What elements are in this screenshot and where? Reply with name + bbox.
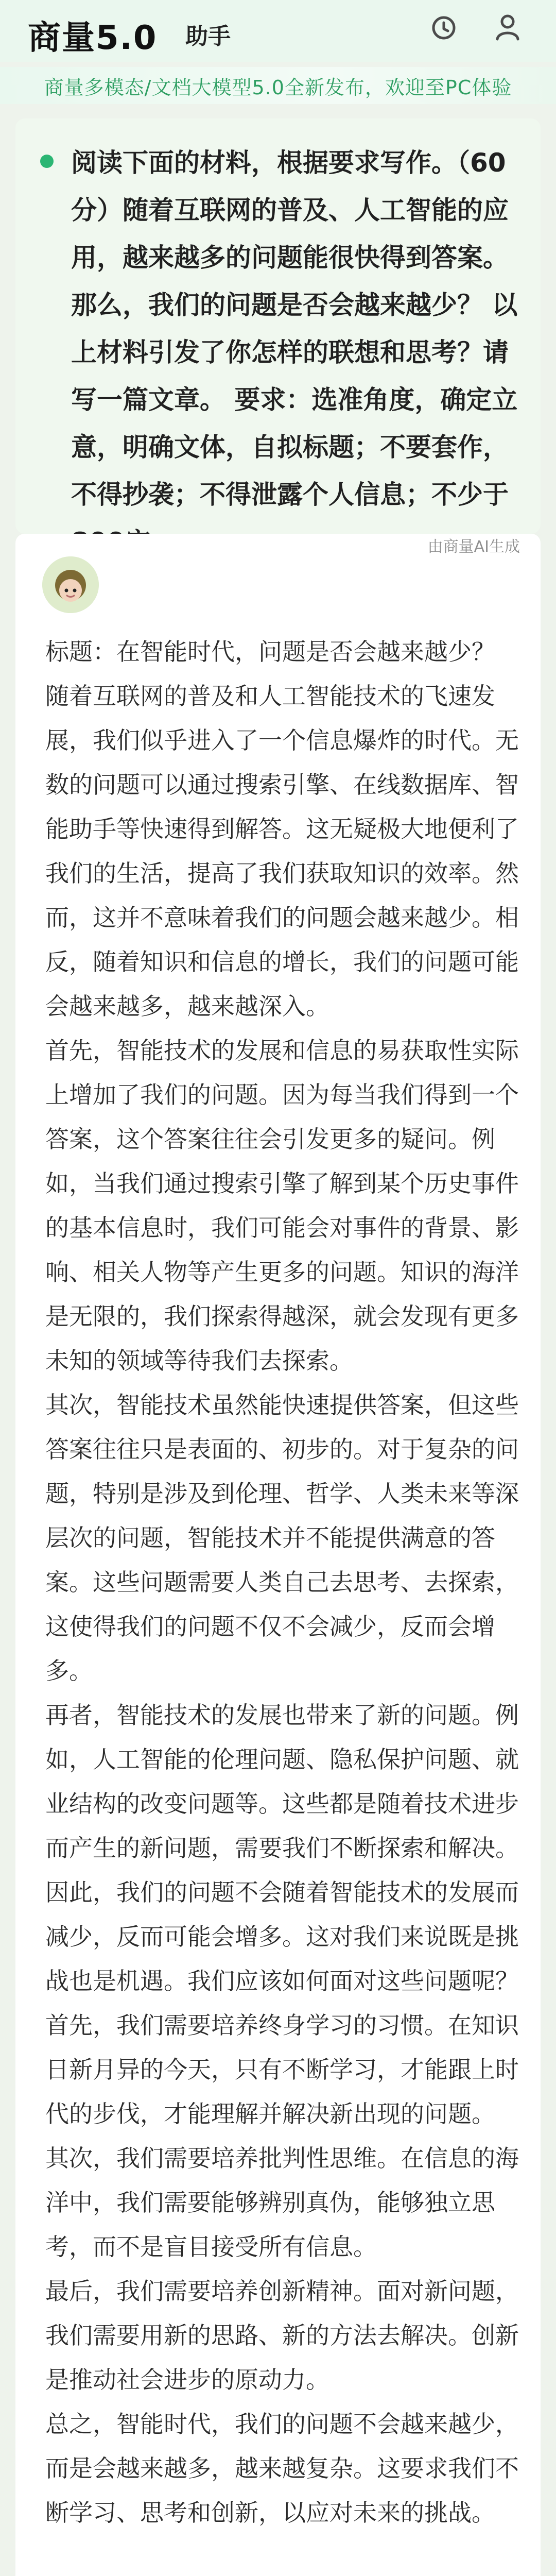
- response-paragraph: 总之，智能时代，我们的问题不会越来越少，而是会越来越多，越来越复杂。这要求我们不断学习、思考和创新，以应对未来的挑战。: [45, 2410, 519, 2527]
- history-icon[interactable]: [422, 5, 465, 48]
- response-paragraph: 首先，我们需要培养终身学习的习惯。在知识日新月异的今天，只有不断学习，才能跟上时代的步伐，才能理解并解决新出现的问题。: [45, 2011, 519, 2128]
- prompt-text: 阅读下面的材料，根据要求写作。（60分）随着互联网的普及、人工智能的应用，越来越多的问题能很快得到答案。那么，我们的问题是否会越来越少？ 以上材料引发了你怎样的联想和思考？请写一篇文章。 要求：选准角度，确定立意，明确文体，自拟标题；不要套作，不得抄袭；不得泄露个人信息；不少于: [71, 148, 518, 510]
- top-bar: [0, 0, 556, 62]
- response-paragraph: 其次，我们需要培养批判性思维。在信息的海洋中，我们需要能够辨别真伪，能够独立思考，而不是盲目接受所有信息。: [45, 2144, 519, 2261]
- response-paragraph: 其次，智能技术虽然能快速提供答案，但这些答案往往只是表面的、初步的。对于复杂的问题，特别是涉及到伦理、哲学、人类未来等深层次的问题，智能技术并不能提供满意的答案。这些问题需要人类自己去思考、去探索，这使得我们的问题不仅不会减少，反而会增多。: [45, 1391, 519, 1685]
- announcement-banner[interactable]: [0, 67, 556, 104]
- generated-by-label: 由商量AI生成: [427, 538, 520, 556]
- response-paragraph: 因此，我们的问题不会随着智能技术的发展而减少，反而可能会增多。这对我们来说既是挑战也是机遇。我们应该如何面对这些问题呢？: [45, 1878, 519, 1995]
- assistant-label: 助手: [185, 23, 231, 49]
- user-prompt-card: [15, 118, 541, 534]
- assistant-response-card: [15, 534, 541, 2576]
- response-paragraph: 再者，智能技术的发展也带来了新的问题。例如，人工智能的伦理问题、隐私保护问题、就业结构的改变问题等。这些都是随着技术进步而产生的新问题，需要我们不断探索和解决。: [45, 1701, 519, 1862]
- brand-title: 商量5.0: [28, 19, 158, 57]
- response-paragraph: 首先，智能技术的发展和信息的易获取性实际上增加了我们的问题。因为每当我们得到一个答案，这个答案往往会引发更多的疑问。例如，当我们通过搜索引擎了解到某个历史事件的基本信息时，我们可能会对事件的背景、影响、相关人物等产生更多的问题。知识的海洋是无限的，我们探索得越深，就会发现有更多未知的领域等待我们去探索。: [45, 1037, 519, 1375]
- response-paragraph: 标题：在智能时代，问题是否会越来越少？: [45, 638, 495, 666]
- banner-link[interactable]: 商量多模态/文档大模型5.0全新发布，欢迎至PC体验: [44, 76, 512, 99]
- response-text: [45, 630, 533, 2535]
- assistant-avatar: [42, 556, 99, 613]
- response-paragraph: 最后，我们需要培养创新精神。面对新问题，我们需要用新的思路、新的方法去解决。创新是推动社会进步的原动力。: [45, 2277, 519, 2394]
- response-paragraph: 随着互联网的普及和人工智能技术的飞速发展，我们似乎进入了一个信息爆炸的时代。无数的问题可以通过搜索引擎、在线数据库、智能助手等快速得到解答。这无疑极大地便利了我们的生活，提高了我们获取知识的效率。然而，这并不意味着我们的问题会越来越少。相反，随着知识和信息的增长，我们的问题可能会越来越多，越来越深入。: [45, 682, 519, 1020]
- profile-icon[interactable]: [486, 5, 529, 48]
- prompt-bullet-dot: [40, 155, 54, 168]
